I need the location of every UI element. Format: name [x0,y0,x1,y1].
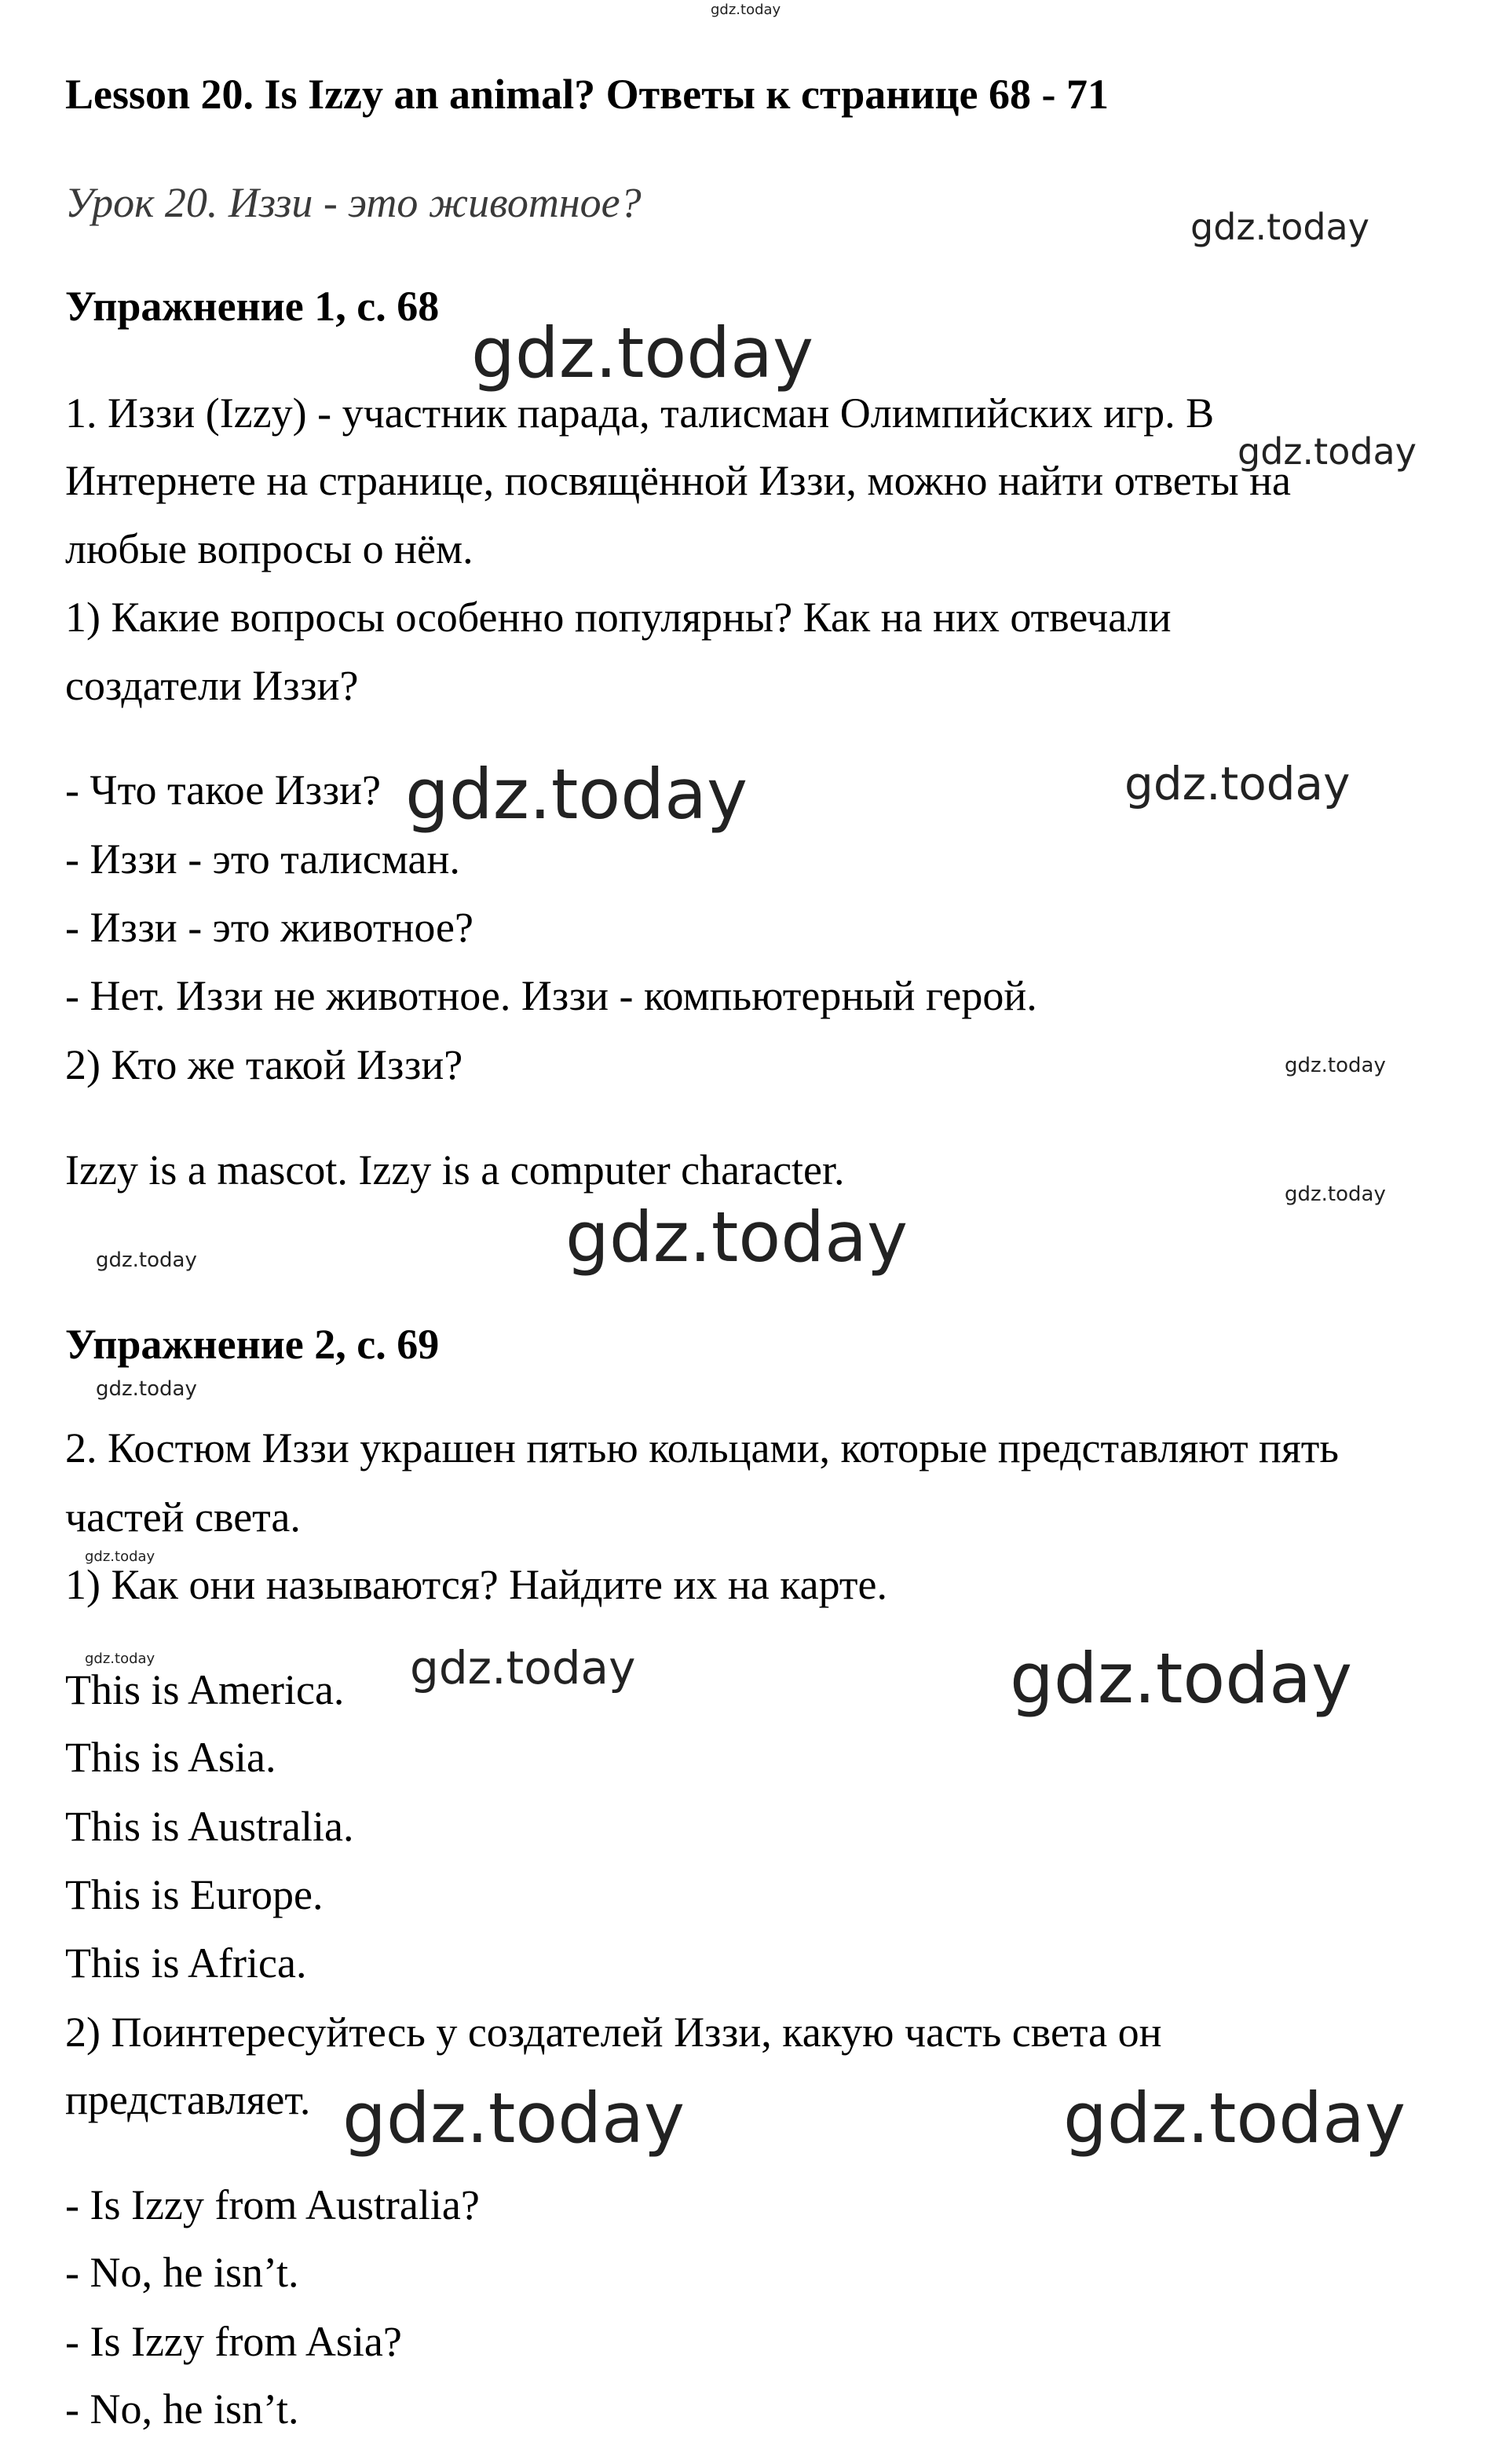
watermark: gdz.today [1285,1054,1386,1077]
watermark: gdz.today [1190,206,1369,248]
exercise-2-question: 2) Поинтересуйтесь у создателей Иззи, какую часть света он [65,2009,1162,2056]
answer-line: This is Asia. [65,1734,276,1781]
dialogue-line: - No, he isn’t. [65,2249,299,2296]
answer-line: Izzy is a mascot. Izzy is a computer character. [65,1146,845,1194]
exercise-2-question: 1) Как они называются? Найдите их на карте. [65,1561,887,1608]
answer-line: This is America. [65,1666,345,1713]
answer-line: This is Australia. [65,1803,354,1850]
dialogue-line: - Что такое Иззи? [65,766,381,813]
dialogue-line: - Иззи - это животное? [65,904,473,951]
watermark: gdz.today [1063,2078,1406,2159]
exercise-1-question: 2) Кто же такой Иззи? [65,1041,463,1088]
exercise-2-question: представляет. [65,2076,311,2123]
dialogue-line: - Нет. Иззи не животное. Иззи - компьютерный герой. [65,972,1037,1019]
exercise-2-text-line: частей света. [65,1493,301,1541]
exercise-1-question: 1) Какие вопросы особенно популярны? Как на них отвечали [65,594,1172,641]
watermark: gdz.today [85,1651,155,1667]
exercise-2-text-line: 2. Костюм Иззи украшен пятью кольцами, которые представляют пять [65,1424,1340,1471]
watermark: gdz.today [342,2078,686,2159]
watermark: gdz.today [565,1197,909,1278]
dialogue-line: - Иззи - это талисман. [65,835,460,883]
watermark-logo: gdz.today [711,2,781,18]
exercise-1-heading: Упражнение 1, с. 68 [65,283,440,330]
watermark: gdz.today [410,1641,636,1694]
watermark: gdz.today [1010,1638,1353,1719]
watermark: gdz.today [96,1377,197,1401]
exercise-2-heading: Упражнение 2, с. 69 [65,1321,440,1368]
dialogue-line: - No, he isn’t. [65,2385,299,2433]
watermark: gdz.today [1285,1183,1386,1206]
watermark: gdz.today [471,313,814,393]
watermark: gdz.today [405,754,748,835]
page-subtitle: Урок 20. Иззи - это животное? [65,179,642,226]
dialogue-line: - Is Izzy from Australia? [65,2181,480,2228]
exercise-1-text-line: любые вопросы о нём. [65,525,473,572]
dialogue-line: - Is Izzy from Asia? [65,2318,402,2365]
exercise-1-text-line: 1. Иззи (Izzy) - участник парада, талисман Олимпийских игр. В [65,389,1215,437]
page-title: Lesson 20. Is Izzy an animal? Ответы к странице 68 - 71 [65,71,1110,118]
exercise-1-question: создатели Иззи? [65,662,359,709]
watermark: gdz.today [85,1548,155,1565]
answer-line: This is Europe. [65,1871,324,1918]
watermark: gdz.today [1124,757,1351,810]
answer-line: This is Africa. [65,1939,307,1987]
watermark: gdz.today [1238,430,1417,473]
exercise-1-text-line: Интернете на странице, посвящённой Иззи, можно найти ответы на [65,457,1291,504]
watermark: gdz.today [96,1248,197,1272]
